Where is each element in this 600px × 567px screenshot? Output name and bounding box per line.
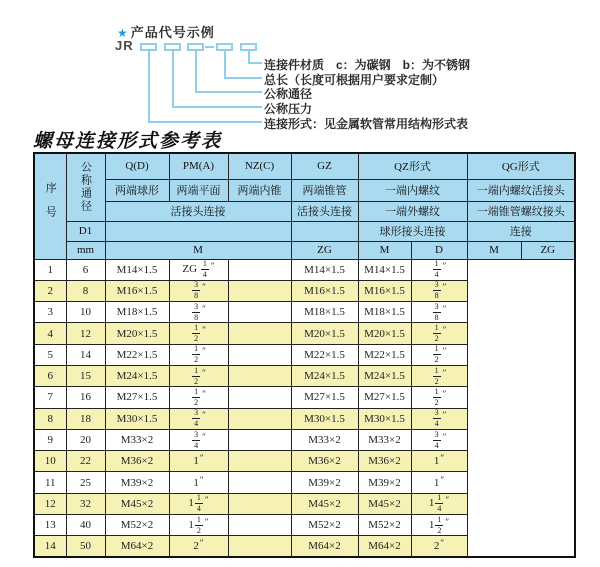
cell-qg-m: M22×1.5 <box>358 344 411 365</box>
cell-dn: 20 <box>66 429 105 450</box>
table-row <box>34 323 575 344</box>
cell-qz-d: M18×1.5 <box>291 302 358 323</box>
header-code-qg: QG形式 <box>467 153 575 179</box>
cell-qz-m <box>228 536 291 557</box>
header-code-qz: QZ形式 <box>358 153 467 179</box>
header-d1: D1 <box>66 221 105 241</box>
code-box-2 <box>164 43 181 51</box>
cell-qg-m: M39×2 <box>358 472 411 493</box>
header-serial: 序号 <box>34 153 66 259</box>
cell-qz-d: M30×1.5 <box>291 408 358 429</box>
header-ext-thread-qz: 一端外螺纹 <box>358 201 467 221</box>
header-code-qd: Q(D) <box>105 153 169 179</box>
cell-qg-zg-size: 1 $\frac{1}{2}$ ″ <box>411 515 467 536</box>
cell-qz-d: M20×1.5 <box>291 323 358 344</box>
cell-qz-m <box>228 451 291 472</box>
connector-line <box>248 62 262 64</box>
cell-qg-m: M27×1.5 <box>358 387 411 408</box>
header-zg-gz: ZG <box>291 241 358 259</box>
cell-m-thread: M33×2 <box>105 429 169 450</box>
cell-qz-d: M36×2 <box>291 451 358 472</box>
table-row <box>34 387 575 408</box>
cell-serial: 6 <box>34 365 66 386</box>
table-title: 螺母连接形式参考表 <box>33 131 223 152</box>
header-ends-qd: 两端球形 <box>105 179 169 201</box>
cell-qz-m <box>228 408 291 429</box>
header-d-qz: D <box>411 241 467 259</box>
cell-qz-m <box>228 515 291 536</box>
header-ends-pma: 两端平面 <box>169 179 228 201</box>
table-row <box>34 259 575 280</box>
cell-gz-size: 1 $\frac{1}{4}$ ″ <box>169 493 228 514</box>
header-union-left: 活接头连接 <box>105 201 291 221</box>
cell-qz-d: M33×2 <box>291 429 358 450</box>
cell-qg-zg-size: $\frac{1}{4}$ ″ <box>411 259 467 280</box>
cell-qz-d: M22×1.5 <box>291 344 358 365</box>
cell-dn: 14 <box>66 344 105 365</box>
table-row <box>34 451 575 472</box>
cell-gz-size: ZG $\frac{1}{4}$ ″ <box>169 259 228 280</box>
cell-qz-d: M24×1.5 <box>291 365 358 386</box>
cell-qg-m: M18×1.5 <box>358 302 411 323</box>
cell-qg-zg-size: $\frac{1}{2}$ ″ <box>411 387 467 408</box>
header-row-d1 <box>34 221 575 241</box>
cell-dn: 8 <box>66 280 105 301</box>
cell-qz-m <box>228 365 291 386</box>
cell-gz-size: $\frac{1}{2}$ ″ <box>169 365 228 386</box>
cell-qz-m <box>228 472 291 493</box>
connector-line <box>224 51 226 79</box>
cell-gz-size: 1″ <box>169 451 228 472</box>
cell-qg-zg-size: $\frac{3}{4}$ ″ <box>411 429 467 450</box>
header-union-gz: 活接头连接 <box>291 201 358 221</box>
table-row <box>34 536 575 557</box>
cell-gz-size: $\frac{1}{2}$ ″ <box>169 323 228 344</box>
cell-gz-size: 1 $\frac{1}{2}$ ″ <box>169 515 228 536</box>
cell-qg-m: M14×1.5 <box>358 259 411 280</box>
header-row-ends <box>34 179 575 201</box>
cell-qg-m: M30×1.5 <box>358 408 411 429</box>
label-material: 连接件材质 c：为碳钢 b：为不锈钢 <box>264 58 471 72</box>
code-dash <box>205 46 214 48</box>
cell-m-thread: M39×2 <box>105 472 169 493</box>
cell-qg-zg-size: $\frac{3}{8}$ ″ <box>411 280 467 301</box>
cell-qz-m <box>228 302 291 323</box>
cell-qg-m: M64×2 <box>358 536 411 557</box>
cell-serial: 2 <box>34 280 66 301</box>
header-mm: mm <box>66 241 105 259</box>
header-row-codes <box>34 153 575 179</box>
table-row <box>34 472 575 493</box>
cell-qz-d: M64×2 <box>291 536 358 557</box>
cell-dn: 10 <box>66 302 105 323</box>
cell-qg-m: M33×2 <box>358 429 411 450</box>
star-icon: ★ <box>117 26 129 40</box>
table-row <box>34 302 575 323</box>
cell-m-thread: M20×1.5 <box>105 323 169 344</box>
header-ball-joint-qz: 球形接头连接 <box>358 221 467 241</box>
cell-m-thread: M14×1.5 <box>105 259 169 280</box>
cell-serial: 4 <box>34 323 66 344</box>
header-ends-gz: 两端锥管 <box>291 179 358 201</box>
cell-dn: 22 <box>66 451 105 472</box>
cell-serial: 8 <box>34 408 66 429</box>
cell-qg-zg-size: $\frac{3}{4}$ ″ <box>411 408 467 429</box>
cell-serial: 11 <box>34 472 66 493</box>
label-connection-form: 连接形式：见金属软管常用结构形式表 <box>264 117 469 131</box>
cell-dn: 18 <box>66 408 105 429</box>
header-row-connection <box>34 201 575 221</box>
table-row <box>34 429 575 450</box>
cell-gz-size: $\frac{1}{2}$ ″ <box>169 344 228 365</box>
cell-m-thread: M36×2 <box>105 451 169 472</box>
cell-dn: 32 <box>66 493 105 514</box>
cell-dn: 6 <box>66 259 105 280</box>
cell-qz-d: M39×2 <box>291 472 358 493</box>
header-empty-gz <box>291 221 358 241</box>
table-row <box>34 408 575 429</box>
cell-m-thread: M24×1.5 <box>105 365 169 386</box>
header-zg-qg: ZG <box>521 241 575 259</box>
cell-serial: 12 <box>34 493 66 514</box>
cell-dn: 40 <box>66 515 105 536</box>
header-ends-nzc: 两端内锥 <box>228 179 291 201</box>
cell-qg-zg-size: $\frac{3}{8}$ ″ <box>411 302 467 323</box>
cell-qz-m <box>228 493 291 514</box>
table-row <box>34 344 575 365</box>
code-box-5 <box>240 43 257 51</box>
cell-qg-m: M45×2 <box>358 493 411 514</box>
cell-qg-m: M20×1.5 <box>358 323 411 344</box>
cell-gz-size: 2″ <box>169 536 228 557</box>
header-code-pma: PM(A) <box>169 153 228 179</box>
cell-qg-zg-size: 1″ <box>411 451 467 472</box>
cell-dn: 12 <box>66 323 105 344</box>
cell-serial: 3 <box>34 302 66 323</box>
cell-m-thread: M52×2 <box>105 515 169 536</box>
header-connect-qg: 连接 <box>467 221 575 241</box>
header-taper-joint-qg: 一端锥管螺纹接头 <box>467 201 575 221</box>
cell-qz-d: M14×1.5 <box>291 259 358 280</box>
header-ends-qg: 一端内螺纹活接头 <box>467 179 575 201</box>
code-box-1 <box>140 43 157 51</box>
cell-qz-m <box>228 323 291 344</box>
cell-serial: 1 <box>34 259 66 280</box>
nut-connection-reference-table <box>33 152 576 558</box>
cell-dn: 25 <box>66 472 105 493</box>
cell-qg-m: M24×1.5 <box>358 365 411 386</box>
header-m-wide: M <box>105 241 291 259</box>
cell-qg-zg-size: 1″ <box>411 472 467 493</box>
cell-gz-size: $\frac{3}{4}$ ″ <box>169 429 228 450</box>
cell-qg-zg-size: 1 $\frac{1}{4}$ ″ <box>411 493 467 514</box>
cell-serial: 9 <box>34 429 66 450</box>
cell-qg-zg-size: $\frac{1}{2}$ ″ <box>411 323 467 344</box>
connector-line <box>172 51 174 108</box>
cell-m-thread: M16×1.5 <box>105 280 169 301</box>
cell-serial: 10 <box>34 451 66 472</box>
header-code-nzc: NZ(C) <box>228 153 291 179</box>
connector-line <box>148 121 262 123</box>
cell-qg-zg-size: $\frac{1}{2}$ ″ <box>411 344 467 365</box>
cell-qg-zg-size: $\frac{1}{2}$ ″ <box>411 365 467 386</box>
label-nominal-pressure: 公称压力 <box>264 102 313 116</box>
diagram-heading-text: 产品代号示例 <box>130 25 215 40</box>
header-diameter: 公称通径 <box>66 153 105 221</box>
cell-m-thread: M64×2 <box>105 536 169 557</box>
table-row <box>34 515 575 536</box>
cell-qz-m <box>228 259 291 280</box>
cell-qz-m <box>228 387 291 408</box>
header-m-qg: M <box>467 241 521 259</box>
cell-qg-m: M16×1.5 <box>358 280 411 301</box>
header-empty-left <box>105 221 291 241</box>
header-ends-qz: 一端内螺纹 <box>358 179 467 201</box>
cell-qz-d: M52×2 <box>291 515 358 536</box>
cell-gz-size: 1″ <box>169 472 228 493</box>
connector-line <box>195 51 197 93</box>
cell-m-thread: M18×1.5 <box>105 302 169 323</box>
label-nominal-diameter: 公称通径 <box>264 87 313 101</box>
cell-serial: 5 <box>34 344 66 365</box>
cell-gz-size: $\frac{3}{8}$ ″ <box>169 280 228 301</box>
header-row-units <box>34 241 575 259</box>
cell-serial: 13 <box>34 515 66 536</box>
cell-serial: 7 <box>34 387 66 408</box>
table-row <box>34 365 575 386</box>
label-total-length: 总长（长度可根据用户要求定制） <box>264 73 445 87</box>
code-box-4 <box>216 43 233 51</box>
code-box-3 <box>187 43 204 51</box>
table-body <box>34 259 575 557</box>
connector-line <box>195 91 262 93</box>
cell-m-thread: M22×1.5 <box>105 344 169 365</box>
cell-m-thread: M45×2 <box>105 493 169 514</box>
header-m-qz: M <box>358 241 411 259</box>
table-header <box>34 153 575 259</box>
header-code-gz: GZ <box>291 153 358 179</box>
cell-qz-m <box>228 280 291 301</box>
cell-serial: 14 <box>34 536 66 557</box>
product-code-prefix: JR <box>115 38 134 53</box>
cell-m-thread: M27×1.5 <box>105 387 169 408</box>
cell-qg-m: M36×2 <box>358 451 411 472</box>
cell-qg-zg-size: 2″ <box>411 536 467 557</box>
connector-line <box>148 51 150 123</box>
cell-dn: 16 <box>66 387 105 408</box>
table-row <box>34 280 575 301</box>
cell-gz-size: $\frac{1}{2}$ ″ <box>169 387 228 408</box>
connector-line <box>224 77 262 79</box>
cell-dn: 50 <box>66 536 105 557</box>
cell-qz-d: M45×2 <box>291 493 358 514</box>
cell-dn: 15 <box>66 365 105 386</box>
cell-gz-size: $\frac{3}{4}$ ″ <box>169 408 228 429</box>
cell-qz-m <box>228 429 291 450</box>
cell-qg-m: M52×2 <box>358 515 411 536</box>
cell-m-thread: M30×1.5 <box>105 408 169 429</box>
cell-gz-size: $\frac{3}{8}$ ″ <box>169 302 228 323</box>
table-row <box>34 493 575 514</box>
cell-qz-d: M27×1.5 <box>291 387 358 408</box>
cell-qz-d: M16×1.5 <box>291 280 358 301</box>
cell-qz-m <box>228 344 291 365</box>
connector-line <box>172 106 262 108</box>
